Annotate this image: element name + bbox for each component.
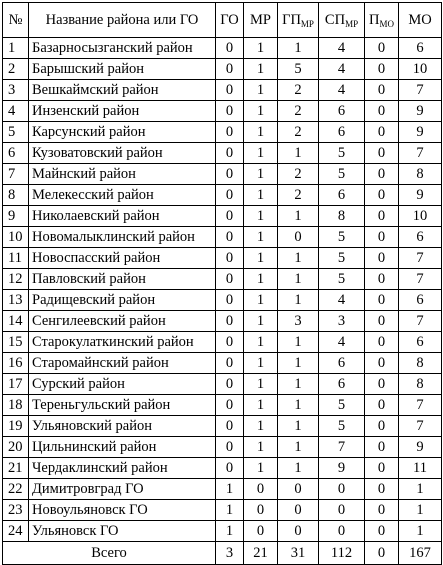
cell-name: Инзенский район bbox=[29, 101, 216, 122]
cell-name: Старокулаткинский район bbox=[29, 332, 216, 353]
cell-mr: 0 bbox=[244, 500, 278, 521]
table-row bbox=[3, 164, 442, 185]
cell-num: 7 bbox=[3, 164, 29, 185]
cell-gp: 1 bbox=[278, 458, 319, 479]
cell-gp: 2 bbox=[278, 122, 319, 143]
cell-num: 23 bbox=[3, 500, 29, 521]
cell-sp: 5 bbox=[319, 416, 365, 437]
cell-gp: 5 bbox=[278, 59, 319, 80]
table-row bbox=[3, 332, 442, 353]
cell-name: Цильнинский район bbox=[29, 437, 216, 458]
cell-mo: 7 bbox=[399, 80, 442, 101]
cell-name: Барышский район bbox=[29, 59, 216, 80]
cell-gp: 1 bbox=[278, 206, 319, 227]
cell-mr: 1 bbox=[244, 311, 278, 332]
cell-name: Старомайнский район bbox=[29, 353, 216, 374]
cell-mr: 1 bbox=[244, 101, 278, 122]
cell-mo: 6 bbox=[399, 38, 442, 59]
header-sp bbox=[319, 3, 365, 38]
cell-p: 0 bbox=[365, 38, 399, 59]
cell-mr: 0 bbox=[244, 479, 278, 500]
total-go: 3 bbox=[216, 542, 244, 565]
cell-sp: 5 bbox=[319, 269, 365, 290]
cell-name: Базарносызганский район bbox=[29, 38, 216, 59]
table-row bbox=[3, 101, 442, 122]
cell-mo: 9 bbox=[399, 101, 442, 122]
cell-gp: 1 bbox=[278, 374, 319, 395]
cell-mo: 1 bbox=[399, 500, 442, 521]
cell-mr: 1 bbox=[244, 353, 278, 374]
cell-name: Сенгилеевский район bbox=[29, 311, 216, 332]
cell-sp: 7 bbox=[319, 437, 365, 458]
cell-p: 0 bbox=[365, 416, 399, 437]
header-sp-sub: МР bbox=[345, 19, 359, 29]
cell-num: 3 bbox=[3, 80, 29, 101]
cell-mr: 1 bbox=[244, 416, 278, 437]
cell-mo: 1 bbox=[399, 479, 442, 500]
cell-p: 0 bbox=[365, 458, 399, 479]
table-row bbox=[3, 80, 442, 101]
cell-mr: 1 bbox=[244, 38, 278, 59]
cell-sp: 8 bbox=[319, 206, 365, 227]
cell-go: 0 bbox=[216, 206, 244, 227]
cell-num: 8 bbox=[3, 185, 29, 206]
cell-go: 0 bbox=[216, 143, 244, 164]
cell-gp: 2 bbox=[278, 80, 319, 101]
cell-p: 0 bbox=[365, 248, 399, 269]
cell-num: 13 bbox=[3, 290, 29, 311]
cell-gp: 3 bbox=[278, 311, 319, 332]
cell-gp: 1 bbox=[278, 437, 319, 458]
total-p: 0 bbox=[365, 542, 399, 565]
cell-mo: 7 bbox=[399, 248, 442, 269]
cell-p: 0 bbox=[365, 311, 399, 332]
cell-sp: 6 bbox=[319, 353, 365, 374]
cell-mr: 1 bbox=[244, 185, 278, 206]
header-gp-main: ГП bbox=[282, 12, 301, 28]
cell-num: 15 bbox=[3, 332, 29, 353]
cell-sp: 4 bbox=[319, 290, 365, 311]
total-sp: 112 bbox=[319, 542, 365, 565]
header-name: Название района или ГО bbox=[29, 3, 216, 38]
cell-name: Карсунский район bbox=[29, 122, 216, 143]
cell-mr: 1 bbox=[244, 143, 278, 164]
cell-sp: 3 bbox=[319, 311, 365, 332]
cell-mo: 8 bbox=[399, 353, 442, 374]
cell-mr: 0 bbox=[244, 521, 278, 542]
header-gp-sub: МР bbox=[300, 19, 314, 29]
cell-num: 5 bbox=[3, 122, 29, 143]
cell-go: 0 bbox=[216, 374, 244, 395]
cell-mr: 1 bbox=[244, 437, 278, 458]
cell-gp: 2 bbox=[278, 164, 319, 185]
cell-go: 1 bbox=[216, 479, 244, 500]
cell-p: 0 bbox=[365, 143, 399, 164]
cell-gp: 1 bbox=[278, 269, 319, 290]
cell-p: 0 bbox=[365, 269, 399, 290]
cell-name: Радищевский район bbox=[29, 290, 216, 311]
cell-gp: 1 bbox=[278, 290, 319, 311]
cell-p: 0 bbox=[365, 353, 399, 374]
cell-p: 0 bbox=[365, 122, 399, 143]
table-row bbox=[3, 395, 442, 416]
cell-mo: 6 bbox=[399, 227, 442, 248]
cell-mo: 7 bbox=[399, 416, 442, 437]
cell-name: Николаевский район bbox=[29, 206, 216, 227]
cell-mo: 7 bbox=[399, 143, 442, 164]
cell-num: 22 bbox=[3, 479, 29, 500]
cell-gp: 1 bbox=[278, 332, 319, 353]
table-row bbox=[3, 290, 442, 311]
cell-go: 0 bbox=[216, 38, 244, 59]
cell-name: Тереньгульский район bbox=[29, 395, 216, 416]
cell-p: 0 bbox=[365, 59, 399, 80]
cell-gp: 1 bbox=[278, 38, 319, 59]
cell-p: 0 bbox=[365, 80, 399, 101]
cell-num: 16 bbox=[3, 353, 29, 374]
cell-go: 0 bbox=[216, 458, 244, 479]
cell-sp: 0 bbox=[319, 521, 365, 542]
cell-name: Димитровград ГО bbox=[29, 479, 216, 500]
cell-mo: 8 bbox=[399, 374, 442, 395]
cell-go: 0 bbox=[216, 332, 244, 353]
cell-mr: 1 bbox=[244, 332, 278, 353]
cell-mo: 9 bbox=[399, 122, 442, 143]
cell-go: 0 bbox=[216, 353, 244, 374]
cell-num: 14 bbox=[3, 311, 29, 332]
cell-p: 0 bbox=[365, 164, 399, 185]
table-row bbox=[3, 500, 442, 521]
cell-mr: 1 bbox=[244, 290, 278, 311]
cell-go: 0 bbox=[216, 185, 244, 206]
cell-num: 20 bbox=[3, 437, 29, 458]
cell-mr: 1 bbox=[244, 248, 278, 269]
cell-go: 0 bbox=[216, 164, 244, 185]
total-gp: 31 bbox=[278, 542, 319, 565]
cell-go: 0 bbox=[216, 395, 244, 416]
cell-go: 0 bbox=[216, 122, 244, 143]
cell-name: Сурский район bbox=[29, 374, 216, 395]
cell-num: 11 bbox=[3, 248, 29, 269]
cell-mr: 1 bbox=[244, 227, 278, 248]
cell-mr: 1 bbox=[244, 164, 278, 185]
cell-name: Новомалыклинский район bbox=[29, 227, 216, 248]
cell-sp: 9 bbox=[319, 458, 365, 479]
cell-sp: 4 bbox=[319, 80, 365, 101]
cell-p: 0 bbox=[365, 332, 399, 353]
cell-sp: 6 bbox=[319, 374, 365, 395]
cell-num: 6 bbox=[3, 143, 29, 164]
cell-mr: 1 bbox=[244, 269, 278, 290]
cell-name: Мелекесский район bbox=[29, 185, 216, 206]
cell-go: 0 bbox=[216, 80, 244, 101]
cell-sp: 4 bbox=[319, 59, 365, 80]
cell-go: 0 bbox=[216, 59, 244, 80]
cell-gp: 0 bbox=[278, 479, 319, 500]
cell-go: 0 bbox=[216, 416, 244, 437]
cell-name: Новоульяновск ГО bbox=[29, 500, 216, 521]
cell-num: 17 bbox=[3, 374, 29, 395]
cell-go: 0 bbox=[216, 437, 244, 458]
cell-go: 0 bbox=[216, 311, 244, 332]
table-row bbox=[3, 311, 442, 332]
cell-sp: 6 bbox=[319, 185, 365, 206]
cell-p: 0 bbox=[365, 521, 399, 542]
cell-name: Ульяновск ГО bbox=[29, 521, 216, 542]
cell-mo: 11 bbox=[399, 458, 442, 479]
cell-mo: 6 bbox=[399, 290, 442, 311]
cell-mo: 9 bbox=[399, 185, 442, 206]
cell-num: 19 bbox=[3, 416, 29, 437]
table-row bbox=[3, 437, 442, 458]
cell-gp: 1 bbox=[278, 143, 319, 164]
cell-mo: 1 bbox=[399, 521, 442, 542]
cell-go: 1 bbox=[216, 521, 244, 542]
cell-gp: 1 bbox=[278, 353, 319, 374]
cell-sp: 0 bbox=[319, 500, 365, 521]
cell-sp: 5 bbox=[319, 395, 365, 416]
table-row bbox=[3, 458, 442, 479]
cell-mo: 7 bbox=[399, 395, 442, 416]
cell-mo: 10 bbox=[399, 59, 442, 80]
header-mr: МР bbox=[244, 3, 278, 38]
table-row bbox=[3, 206, 442, 227]
cell-gp: 2 bbox=[278, 101, 319, 122]
cell-num: 18 bbox=[3, 395, 29, 416]
districts-table bbox=[2, 2, 442, 565]
table-row bbox=[3, 38, 442, 59]
cell-p: 0 bbox=[365, 290, 399, 311]
cell-gp: 2 bbox=[278, 185, 319, 206]
cell-mr: 1 bbox=[244, 122, 278, 143]
cell-mo: 9 bbox=[399, 437, 442, 458]
cell-mr: 1 bbox=[244, 374, 278, 395]
cell-go: 0 bbox=[216, 248, 244, 269]
cell-mr: 1 bbox=[244, 395, 278, 416]
cell-gp: 0 bbox=[278, 227, 319, 248]
cell-mr: 1 bbox=[244, 59, 278, 80]
header-num: № bbox=[3, 3, 29, 38]
cell-num: 21 bbox=[3, 458, 29, 479]
cell-num: 2 bbox=[3, 59, 29, 80]
cell-mo: 7 bbox=[399, 311, 442, 332]
cell-num: 10 bbox=[3, 227, 29, 248]
cell-num: 24 bbox=[3, 521, 29, 542]
cell-p: 0 bbox=[365, 374, 399, 395]
cell-gp: 1 bbox=[278, 416, 319, 437]
total-mr: 21 bbox=[244, 542, 278, 565]
cell-name: Майнский район bbox=[29, 164, 216, 185]
table-row bbox=[3, 143, 442, 164]
header-p-main: П bbox=[369, 12, 380, 28]
header-p-sub: МО bbox=[379, 19, 394, 29]
cell-mo: 7 bbox=[399, 269, 442, 290]
table-row bbox=[3, 59, 442, 80]
cell-mo: 6 bbox=[399, 332, 442, 353]
table-row bbox=[3, 374, 442, 395]
cell-mr: 1 bbox=[244, 80, 278, 101]
table-row bbox=[3, 353, 442, 374]
cell-sp: 5 bbox=[319, 164, 365, 185]
header-mo: МО bbox=[399, 3, 442, 38]
cell-sp: 5 bbox=[319, 248, 365, 269]
cell-gp: 0 bbox=[278, 521, 319, 542]
cell-num: 9 bbox=[3, 206, 29, 227]
header-sp-main: СП bbox=[324, 12, 346, 28]
cell-sp: 4 bbox=[319, 38, 365, 59]
cell-num: 4 bbox=[3, 101, 29, 122]
total-mo: 167 bbox=[399, 542, 442, 565]
header-gp bbox=[278, 3, 319, 38]
cell-name: Новоспасский район bbox=[29, 248, 216, 269]
header-row bbox=[3, 3, 442, 38]
header-p bbox=[365, 3, 399, 38]
cell-go: 1 bbox=[216, 500, 244, 521]
cell-gp: 1 bbox=[278, 248, 319, 269]
cell-p: 0 bbox=[365, 185, 399, 206]
cell-p: 0 bbox=[365, 227, 399, 248]
table-row bbox=[3, 416, 442, 437]
table-row bbox=[3, 248, 442, 269]
table-row bbox=[3, 521, 442, 542]
cell-go: 0 bbox=[216, 290, 244, 311]
cell-go: 0 bbox=[216, 269, 244, 290]
cell-gp: 0 bbox=[278, 500, 319, 521]
table-row bbox=[3, 185, 442, 206]
total-label: Всего bbox=[3, 542, 216, 565]
cell-name: Вешкаймский район bbox=[29, 80, 216, 101]
cell-name: Павловский район bbox=[29, 269, 216, 290]
cell-p: 0 bbox=[365, 437, 399, 458]
cell-go: 0 bbox=[216, 227, 244, 248]
cell-sp: 5 bbox=[319, 143, 365, 164]
cell-sp: 5 bbox=[319, 227, 365, 248]
cell-sp: 6 bbox=[319, 101, 365, 122]
cell-sp: 0 bbox=[319, 479, 365, 500]
cell-num: 12 bbox=[3, 269, 29, 290]
table-row bbox=[3, 227, 442, 248]
cell-go: 0 bbox=[216, 101, 244, 122]
cell-mr: 1 bbox=[244, 458, 278, 479]
table-row bbox=[3, 479, 442, 500]
cell-p: 0 bbox=[365, 395, 399, 416]
cell-gp: 1 bbox=[278, 395, 319, 416]
cell-p: 0 bbox=[365, 500, 399, 521]
total-row bbox=[3, 542, 442, 565]
table-row bbox=[3, 122, 442, 143]
cell-name: Ульяновский район bbox=[29, 416, 216, 437]
cell-p: 0 bbox=[365, 206, 399, 227]
cell-mo: 10 bbox=[399, 206, 442, 227]
cell-name: Чердаклинский район bbox=[29, 458, 216, 479]
cell-name: Кузоватовский район bbox=[29, 143, 216, 164]
table-row bbox=[3, 269, 442, 290]
cell-num: 1 bbox=[3, 38, 29, 59]
cell-p: 0 bbox=[365, 101, 399, 122]
header-go: ГО bbox=[216, 3, 244, 38]
cell-mo: 8 bbox=[399, 164, 442, 185]
cell-sp: 6 bbox=[319, 122, 365, 143]
cell-p: 0 bbox=[365, 479, 399, 500]
cell-mr: 1 bbox=[244, 206, 278, 227]
cell-sp: 4 bbox=[319, 332, 365, 353]
